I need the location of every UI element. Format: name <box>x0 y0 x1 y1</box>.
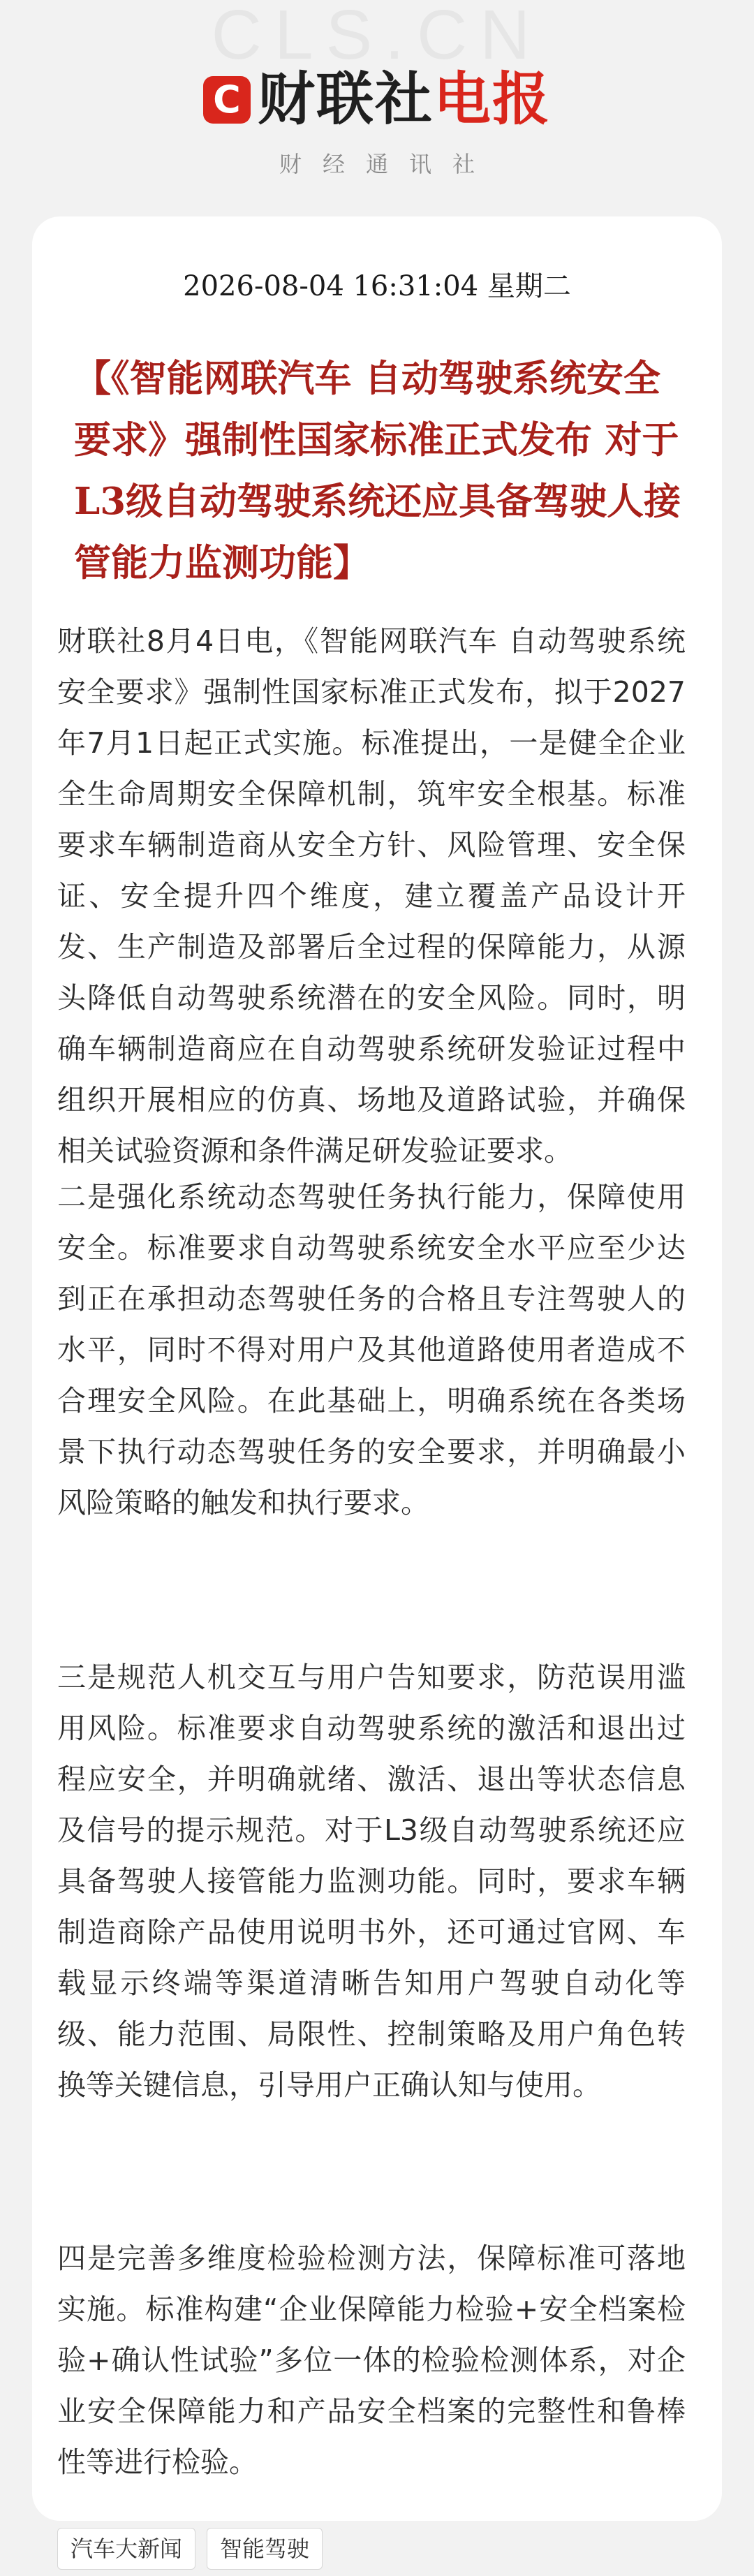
article-paragraph: 财联社8月4日电，《智能网联汽车 自动驾驶系统安全要求》强制性国家标准正式发布，拟于2027年7月1日起正式实施。标准提出，一是健全企业全生命周期安全保障机制，筑牢安全根基。标准要求车辆制造商从安全方针、风险管理、安全保证、安全提升四个维度，建立覆盖产品设计开发、生产制造及部署后全过程的保障能力，从源头降低自动驾驶系统潜在的安全风险。同时，明确车辆制造商应在自动驾驶系统研发验证过程中组织开展相应的仿真、场地及道路试验，并确保相关试验资源和条件满足研发验证要求。 <box>57 624 686 1168</box>
article-datetime: 2026-08-04 16:31:04 星期二 <box>183 270 571 302</box>
tagline: 财经通讯社 <box>279 151 496 177</box>
tag-chip[interactable]: 智能驾驶 <box>207 2528 323 2570</box>
logo-mark: C <box>203 76 251 124</box>
tag-list <box>57 2528 323 2570</box>
logo-name-part2: 电报 <box>434 66 552 133</box>
article-card <box>32 216 722 2521</box>
watermark: CLS.CN <box>211 0 543 74</box>
article-headline: 【《智能网联汽车 自动驾驶系统安全要求》强制性国家标准正式发布 对于L3级自动驾驶系统还应具备驾驶人接管能力监测功能】 <box>74 357 681 584</box>
tag-chip[interactable]: 汽车大新闻 <box>57 2528 195 2570</box>
logo-name-part1: 财联社 <box>257 66 434 133</box>
article-paragraph: 四是完善多维度检验检测方法，保障标准可落地实施。标准构建“企业保障能力检验+安全档案检验+确认性试验”多位一体的检验检测体系，对企业安全保障能力和产品安全档案的完整性和鲁棒性等进行检验。 <box>57 2242 686 2479</box>
article-paragraph: 二是强化系统动态驾驶任务执行能力，保障使用安全。标准要求自动驾驶系统安全水平应至少达到正在承担动态驾驶任务的合格且专注驾驶人的水平，同时不得对用户及其他道路使用者造成不合理安全风险。在此基础上，明确系统在各类场景下执行动态驾驶任务的安全要求，并明确最小风险策略的触发和执行要求。 <box>57 1180 686 1519</box>
masthead-logo <box>0 68 754 131</box>
logo-text <box>258 68 551 131</box>
article-paragraph: 三是规范人机交互与用户告知要求，防范误用滥用风险。标准要求自动驾驶系统的激活和退出过程应安全，并明确就绪、激活、退出等状态信息及信号的提示规范。对于L3级自动驾驶系统还应具备驾驶人接管能力监测功能。同时，要求车辆制造商除产品使用说明书外，还可通过官网、车载显示终端等渠道清晰告知用户驾驶自动化等级、能力范围、局限性、控制策略及用户角色转换等关键信息，引导用户正确认知与使用。 <box>57 1661 686 2102</box>
